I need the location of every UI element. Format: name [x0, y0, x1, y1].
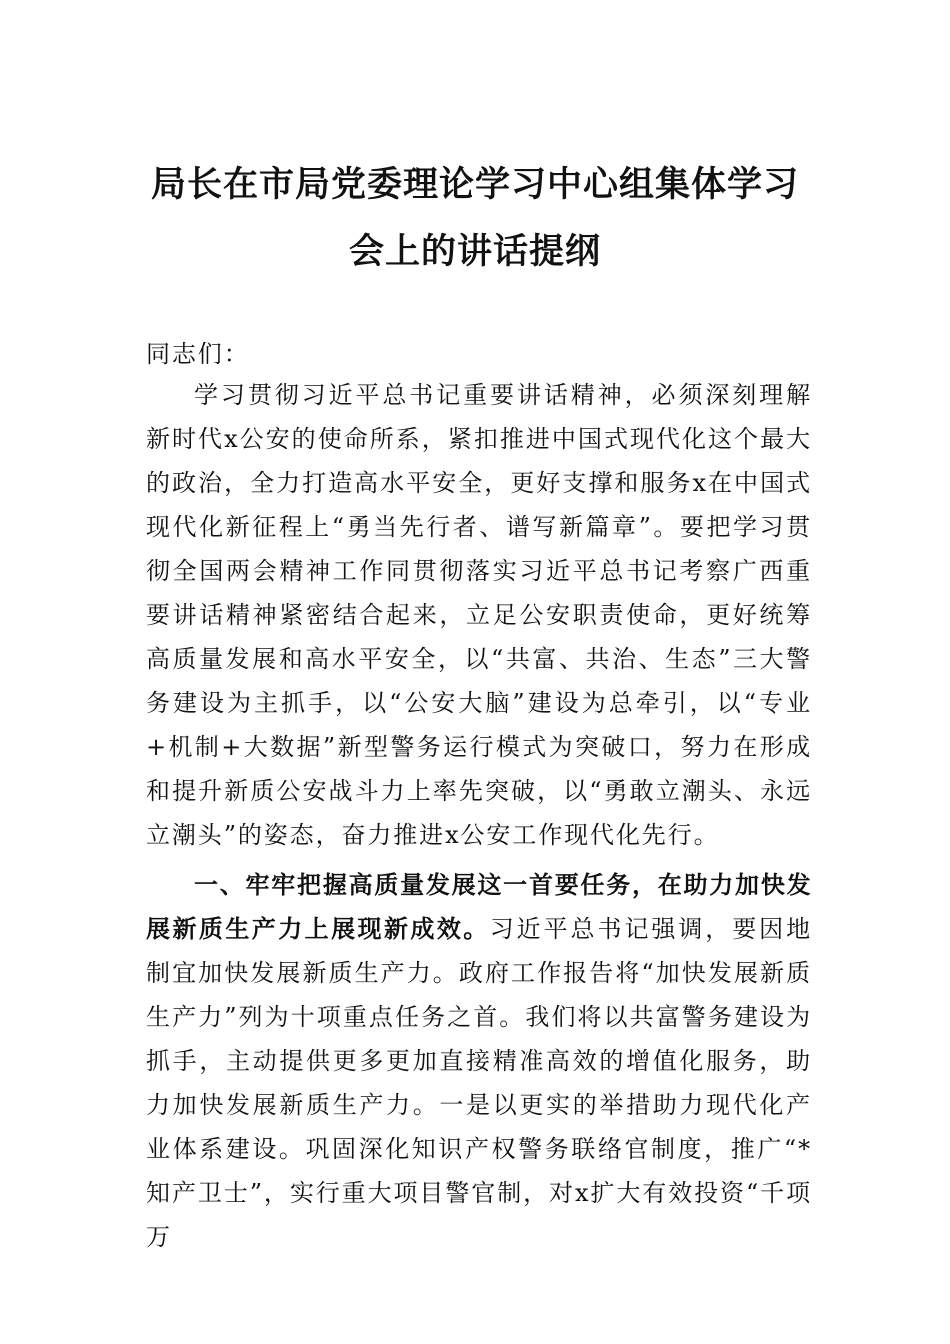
paragraph-section-one: [146, 863, 812, 1259]
section-one-heading: 一、牢牢把握高质量发展这一首要任务，在助力加快发展新质生产力上展现新成效。: [146, 871, 812, 943]
salutation: 同志们：: [146, 340, 250, 368]
document-title-line-2: 会上的讲话提纲: [348, 232, 601, 272]
section-one-body: 习近平总书记强调，要因地制宜加快发展新质生产力。政府工作报告将“加快发展新质生产力”列为十项重点任务之首。我们将以共富警务建设为抓手，主动提供更多更加直接精准高效的增值化服务，助力加快发展新质生产力。一是以更实的举措助力现代化产业体系建设。巩固深化知识产权警务联络官制度，推广“*知产卫士”，实行重大项目警官制，对x扩大有效投资“千项万: [146, 915, 812, 1251]
paragraph-intro: 学习贯彻习近平总书记重要讲话精神，必须深刻理解新时代x公安的使命所系，紧扣推进中国式现代化这个最大的政治，全力打造高水平安全，更好支撑和服务x在中国式现代化新征程上“勇当先行者、谱写新篇章”。要把学习贯彻全国两会精神工作同贯彻落实习近平总书记考察广西重要讲话精神紧密结合起来，立足公安职责使命，更好统筹高质量发展和高水平安全，以“共富、共治、生态”三大警务建设为主抓手，以“公安大脑”建设为总牵引，以“专业+机制+大数据”新型警务运行模式为突破口，努力在形成和提升新质公安战斗力上率先突破，以“勇敢立潮头、永远立潮头”的姿态，奋力推进x公安工作现代化先行。: [146, 381, 812, 849]
document-title-line-1: 局长在市局党委理论学习中心组集体学习: [150, 165, 799, 205]
